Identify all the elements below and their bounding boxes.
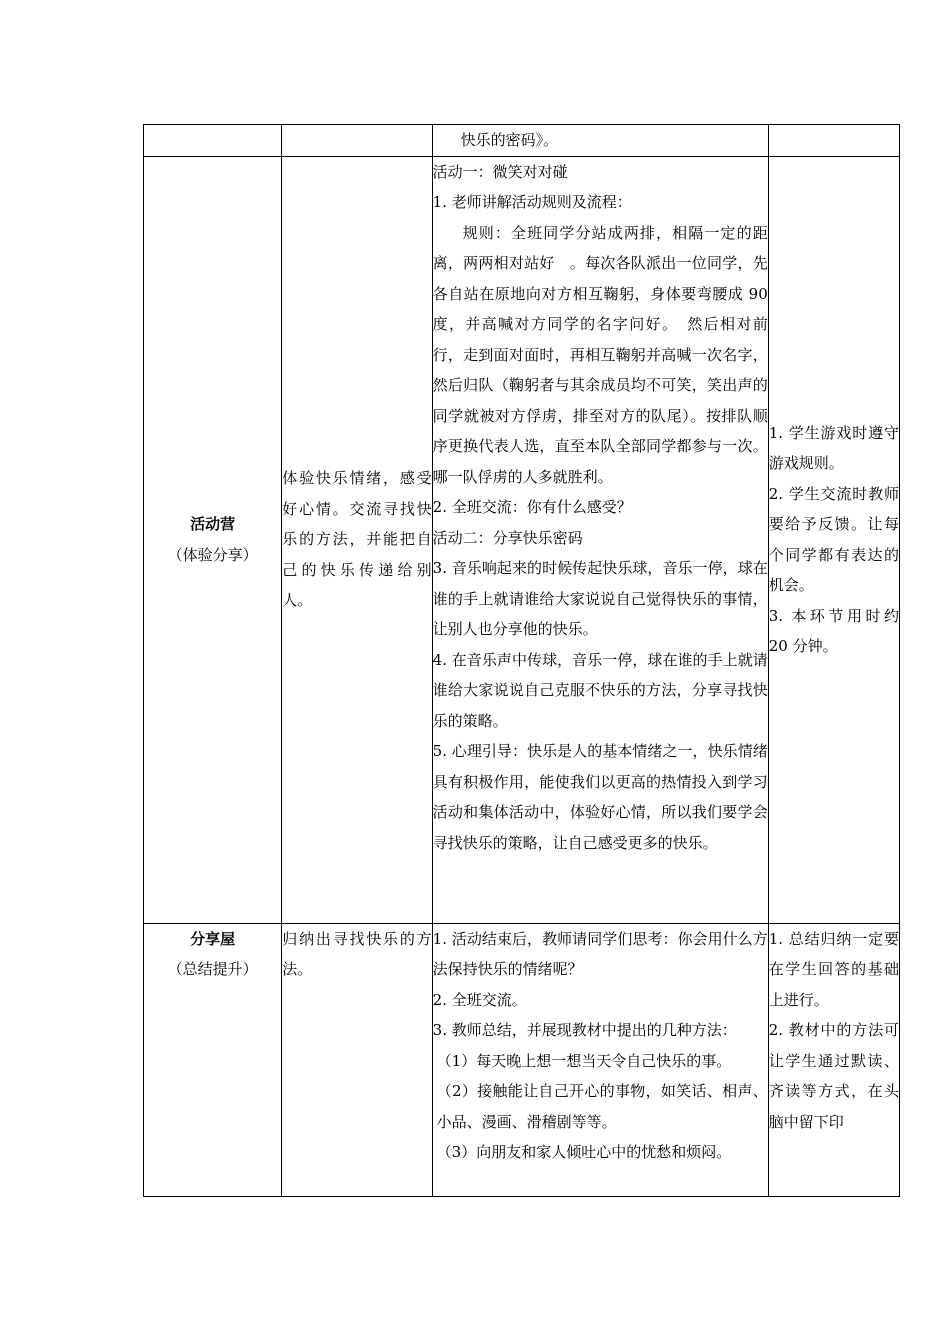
note-item: 1. 总结归纳一定要在学生回答的基础上进行。 <box>768 929 899 1009</box>
content-text: 快乐的密码》。 <box>460 131 559 149</box>
goal-cell <box>282 923 432 1196</box>
table-row-sharing-house <box>144 923 900 1196</box>
note-item: 3. 本环节用时约 20 分钟。 <box>768 606 899 655</box>
content-cell <box>432 125 768 157</box>
table-row-activity-camp <box>144 156 900 923</box>
stage-name: 活动营 <box>190 515 236 533</box>
notes-cell <box>768 156 899 923</box>
content-paragraph: 1. 老师讲解活动规则及流程： <box>432 193 632 211</box>
stage-subtitle: （体验分享） <box>167 545 258 564</box>
note-item: 2. 学生交流时教师要给予反馈。让每个同学都有表达的机会。 <box>768 484 899 594</box>
content-paragraph: 4. 在音乐声中传球，音乐一停，球在谁的手上就请谁给大家说说自己克服不快乐的方法，分享寻找快乐的策略。 <box>432 650 768 730</box>
note-item: 1. 学生游戏时遵守游戏规则。 <box>768 423 899 472</box>
stage-cell <box>144 923 282 1196</box>
content-cell <box>432 923 768 1196</box>
goal-cell <box>282 125 432 157</box>
goal-text: 归纳出寻找快乐的方法。 <box>282 929 432 978</box>
method-item: （2）接触能让自己开心的事物，如笑话、相声、小品、漫画、滑稽剧等等。 <box>436 1082 768 1131</box>
content-paragraph: 3. 教师总结，并展现教材中提出的几种方法： <box>432 1021 737 1039</box>
content-paragraph: 2. 全班交流。 <box>432 990 527 1009</box>
table-row-continuation <box>144 125 900 157</box>
content-paragraph: 1. 活动结束后，教师请同学们思考：你会用什么方法保持快乐的情绪呢？ <box>432 929 768 978</box>
stage-subtitle: （总结提升） <box>167 960 258 978</box>
method-item: （1）每天晚上想一想当天令自己快乐的事。 <box>436 1051 732 1070</box>
activity-title: 活动一：微笑对对碰 <box>432 162 568 181</box>
content-paragraph: 5. 心理引导：快乐是人的基本情绪之一，快乐情绪具有积极作用，能使我们以更高的热情投入到学习活动和集体活动中，体验好心情，所以我们要学会寻找快乐的策略，让自己感受更多的快乐。 <box>432 742 768 852</box>
goal-cell <box>282 156 432 923</box>
content-cell <box>432 156 768 923</box>
note-item: 2. 教材中的方法可让学生通过默读、齐读等方式，在头脑中留下印 <box>768 1021 899 1131</box>
rules-paragraph: 规则：全班同学分站成两排，相隔一定的距离，两两相对站好 。每次各队派出一位同学，先各自站在原地向对方相互鞠躬，身体要弯腰成 90 度，并高喊对方同学的名字问好。 然后相对前行，走到面对面时，再相互鞠躬并高喊一次名字，然后归队（鞠躬者与其余成员均不可笑，笑出声的同学就被对方俘虏，排至对方的队尾）。按排队顺序更换代表人选，直至本队全部同学都参与一次。哪一队俘虏的人多就胜利。 <box>432 223 768 486</box>
goal-text: 体验快乐情绪，感受好心情。交流寻找快乐的方法，并能把自己的快乐传递给别人。 <box>282 469 432 610</box>
content-paragraph: 3. 音乐响起来的时候传起快乐球，音乐一停，球在谁的手上就请谁给大家说说自己觉得快乐的事情，让别人也分享他的快乐。 <box>432 559 768 638</box>
notes-cell <box>768 125 899 157</box>
notes-cell <box>768 923 899 1196</box>
stage-name: 分享屋 <box>190 929 236 948</box>
content-paragraph: 2. 全班交流：你有什么感受？ <box>432 498 632 516</box>
stage-cell <box>144 156 282 923</box>
lesson-plan-table <box>143 124 900 1197</box>
method-item: （3）向朋友和家人倾吐心中的忧愁和烦闷。 <box>436 1143 732 1161</box>
stage-cell <box>144 125 282 157</box>
activity-title: 活动二：分享快乐密码 <box>432 528 583 547</box>
